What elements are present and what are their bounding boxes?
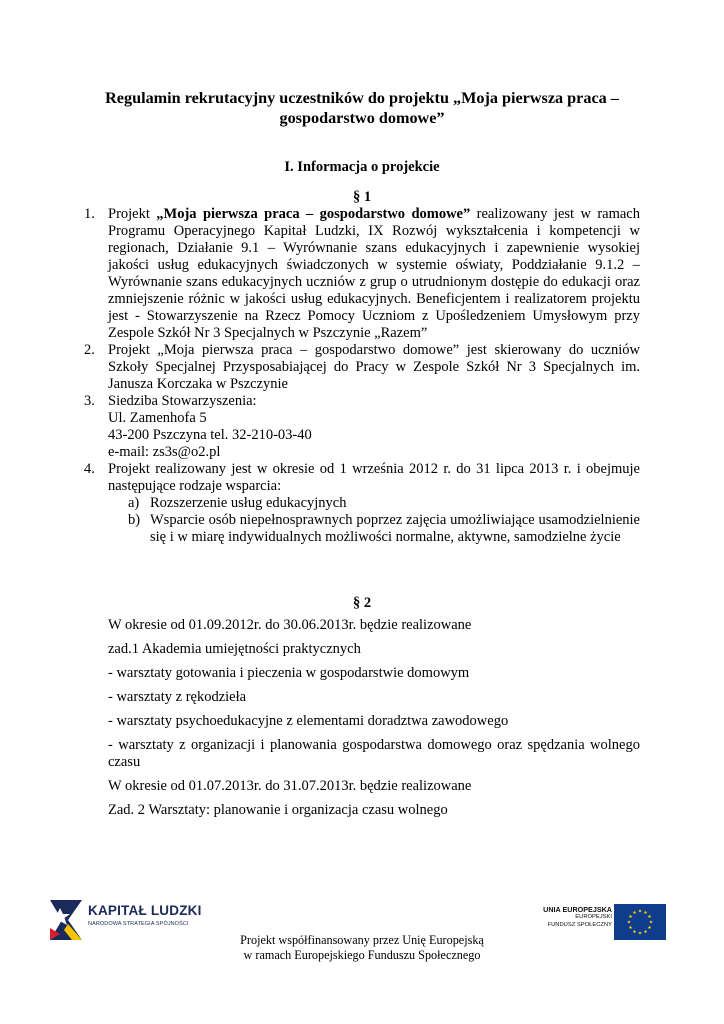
kapital-ludzki-emblem-icon (46, 894, 86, 942)
eu-logo-line-2: EUROPEJSKI (575, 914, 612, 920)
address-street: Ul. Zamenhofa 5 (108, 410, 207, 426)
list-item-number: 1. (84, 206, 95, 222)
footer-cofinancing-note (200, 933, 524, 963)
list-item-text: Projekt „Moja pierwsza praca – gospodarstwo domowe” jest skierowany do uczniów Szkoły Specjalnej Przysposabiającej do Pracy w Zespole Szkół Nr 3 Specjalnych im. Janusza Korczaka w Pszczynie (108, 342, 640, 392)
list-item-number: 2. (84, 342, 95, 358)
section-2-line-task-1: zad.1 Akademia umiejętności praktycznych (108, 641, 361, 657)
title-line-2: gospodarstwo domowe” (279, 109, 445, 127)
list-item-text: realizowany jest w ramach Programu Operacyjnego Kapitał Ludzki, IX Rozwój wykształcenia i kompetencji w regionach, Działanie 9.1 – Wyrównanie szans edukacyjnych i zapewnienie wysokiej jakości usług edukacyjnych świadczonych w systemie oświaty, Poddziałanie 9.1.2 – Wyrównanie szans edukacyjnych uczniów z grup o utrudnionym dostępie do edukacji oraz zmniejszenie różnic w jakości usług edukacyjnych. Beneficjentem i realizatorem projektu jest - Stowarzyszenie na Rzecz Pomocy Uczniom z Upośledzeniem Umysłowym przy Zespole Szkół Nr 3 Specjalnych w Pszczynie „Razem” (108, 206, 640, 341)
sub-item-b (128, 512, 640, 546)
section-2-line-workshop-cooking: - warsztaty gotowania i pieczenia w gospodarstwie domowym (108, 665, 470, 681)
list-item-number: 3. (84, 393, 95, 409)
eu-logo-line-1: UNIA EUROPEJSKA (543, 905, 612, 914)
sub-item-letter: a) (128, 495, 140, 511)
section-2-line-task-2: Zad. 2 Warsztaty: planowanie i organizacja czasu wolnego (108, 802, 448, 818)
section-2-line-workshop-organization: - warsztaty z organizacji i planowania gospodarstwa domowego oraz spędzania wolnego czasu (108, 737, 640, 770)
sub-item-a (128, 495, 640, 512)
list-item-3 (84, 393, 640, 461)
section-2-line-workshop-handicraft: - warsztaty z rękodzieła (108, 689, 247, 705)
section-1-heading: I. Informacja o projekcie (284, 159, 440, 175)
address-heading: Siedziba Stowarzyszenia: (108, 393, 257, 409)
footer-line-2: w ramach Europejskiego Funduszu Społecznego (243, 948, 481, 962)
eu-flag-icon (614, 904, 666, 940)
title-line-1: Regulamin rekrutacyjny uczestników do projektu „Moja pierwsza praca – (105, 89, 619, 107)
sub-item-text: Wsparcie osób niepełnosprawnych poprzez zajęcia umożliwiające usamodzielnienie się i w miarę indywidualnych możliwości normalne, aktywne, samodzielne życie (150, 512, 640, 545)
address-email: e-mail: zs3s@o2.pl (108, 444, 221, 460)
list-item-2 (84, 342, 640, 393)
section-1-list (84, 206, 640, 546)
section-1-paragraph-mark: § 1 (352, 189, 372, 205)
section-2-paragraph-mark: § 2 (352, 595, 372, 611)
section-2-line-workshop-psycho: - warsztaty psychoedukacyjne z elementami doradztwa zawodowego (108, 713, 509, 729)
project-name-bold: „Moja pierwsza praca – gospodarstwo domowe” (156, 206, 471, 222)
sub-item-letter: b) (128, 512, 141, 528)
list-item-prefix: Projekt (108, 206, 157, 222)
list-item-text: Projekt realizowany jest w okresie od 1 września 2012 r. do 31 lipca 2013 r. i obejmuje następujące rodzaje wsparcia: (108, 461, 640, 494)
address-city-phone: 43-200 Pszczyna tel. 32-210-03-40 (108, 427, 312, 443)
list-item-4 (84, 461, 640, 546)
list-item-number: 4. (84, 461, 95, 477)
kapital-ludzki-subtitle: NARODOWA STRATEGIA SPÓJNOŚCI (88, 921, 189, 927)
section-2-line-period-1: W okresie od 01.09.2012r. do 30.06.2013r. będzie realizowane (108, 617, 472, 633)
kapital-ludzki-logo (46, 894, 200, 946)
eu-logo-line-3: FUNDUSZ SPOŁECZNY (547, 921, 612, 928)
sub-item-text: Rozszerzenie usług edukacyjnych (150, 495, 347, 511)
eu-logo-text (543, 905, 612, 929)
document-title (60, 88, 664, 128)
kapital-ludzki-title: KAPITAŁ LUDZKI (88, 903, 202, 918)
section-2-line-period-2: W okresie od 01.07.2013r. do 31.07.2013r. będzie realizowane (108, 778, 472, 794)
list-item-1 (84, 206, 640, 342)
footer-line-1: Projekt współfinansowany przez Unię Europejską (240, 933, 484, 947)
eu-social-fund-logo (532, 902, 670, 944)
